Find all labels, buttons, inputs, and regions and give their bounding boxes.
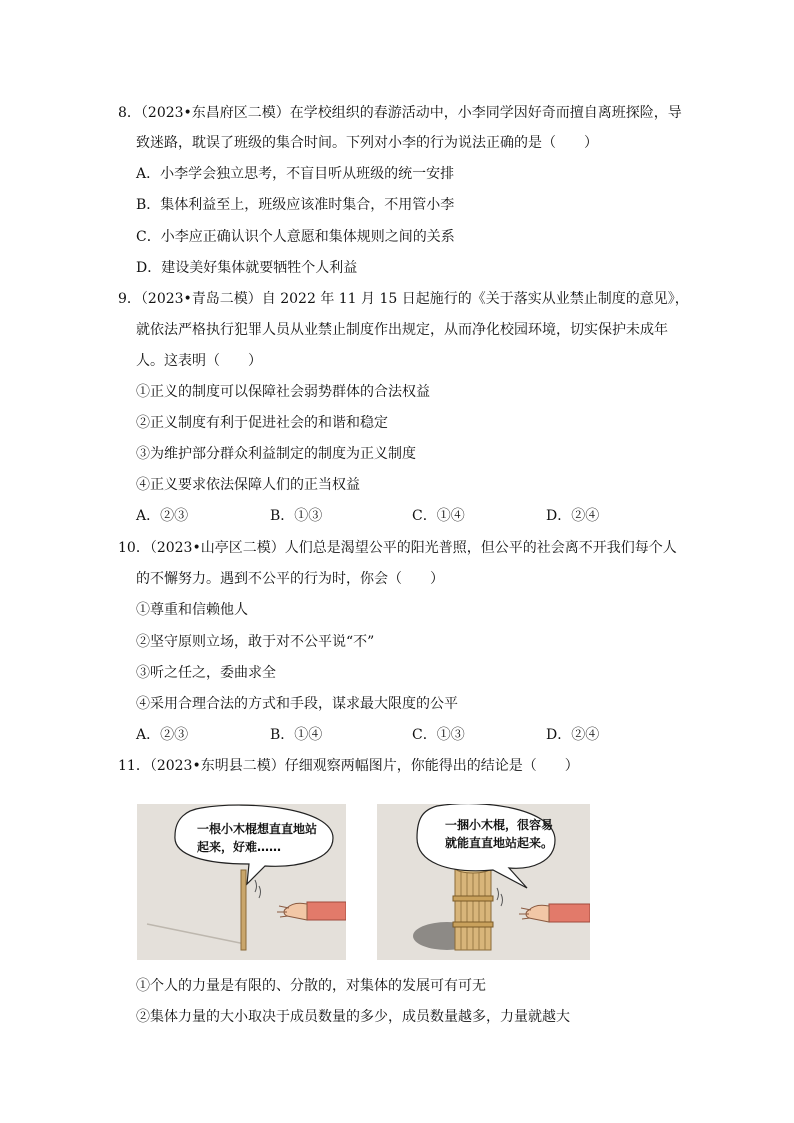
question-10-option-c: C．①③ [412,727,465,743]
question-11-statement-2: ②集体力量的大小取决于成员数量的多少，成员数量越多，力量就越大 [136,1009,570,1025]
question-9-stem-line-1: 9．（2023•青岛二模）自 2022 年 11 月 15 日起施行的《关于落实从业禁止制度的意见》， [118,291,689,307]
question-10-statement-1: ①尊重和信赖他人 [136,602,248,618]
question-11-stem-line-1: 11．（2023•东明县二模）仔细观察两幅图片，你能得出的结论是（ ） [118,758,579,774]
question-9-statement-4: ④正义要求依法保障人们的正当权益 [136,477,360,493]
question-9-statement-3: ③为维护部分群众利益制定的制度为正义制度 [136,446,416,462]
question-10-statement-4: ④采用合理合法的方式和手段，谋求最大限度的公平 [136,696,458,712]
question-10-option-b: B．①④ [270,727,323,743]
question-9-stem-line-2: 就依法严格执行犯罪人员从业禁止制度作出规定，从而净化校园环境，切实保护未成年 [136,322,668,338]
question-10-option-a: A．②③ [136,727,189,743]
question-9-option-d: D．②④ [546,508,600,524]
question-10-option-d: D．②④ [546,727,600,743]
question-10-statement-2: ②坚守原则立场，敢于对不公平说“不” [136,634,375,650]
illustration-single-stick [137,804,346,960]
question-10-statement-3: ③听之任之，委曲求全 [136,665,276,681]
question-8-option-c: C．小李应正确认识个人意愿和集体规则之间的关系 [136,229,455,245]
question-9-option-b: B．①③ [270,508,323,524]
question-8-stem-line-2: 致迷路，耽误了班级的集合时间。下列对小李的行为说法正确的是（ ） [136,135,598,151]
question-10-stem-line-2: 的不懈努力。遇到不公平的行为时，你会（ ） [136,571,444,587]
question-8-option-d: D．建设美好集体就要牺牲个人利益 [136,260,358,276]
question-9-option-c: C．①④ [412,508,465,524]
question-9-statement-1: ①正义的制度可以保障社会弱势群体的合法权益 [136,384,430,400]
question-9-option-a: A．②③ [136,508,189,524]
question-10-stem-line-1: 10．（2023•山亭区二模）人们总是渴望公平的阳光普照，但公平的社会离不开我们每个人 [118,540,677,556]
question-9-statement-2: ②正义制度有利于促进社会的和谐和稳定 [136,415,388,431]
bubble-left-text: 一根小木棍想直直地站起来，好难…… [197,822,318,854]
question-8-option-a: A．小李学会独立思考，不盲目听从班级的统一安排 [136,166,455,182]
question-11-statement-1: ①个人的力量是有限的、分散的，对集体的发展可有可无 [136,978,486,994]
question-8-option-b: B．集体利益至上，班级应该准时集合，不用管小李 [136,197,455,213]
bubble-right-text: 一捆小木棍，很容易就能直直地站起来。 [445,818,554,850]
question-9-stem-line-3: 人。这表明（ ） [136,353,262,369]
illustration-bundle-sticks [377,804,590,960]
question-8-stem-line-1: 8．（2023•东昌府区二模）在学校组织的春游活动中，小李同学因好奇而擅自离班探险，导 [118,105,682,121]
